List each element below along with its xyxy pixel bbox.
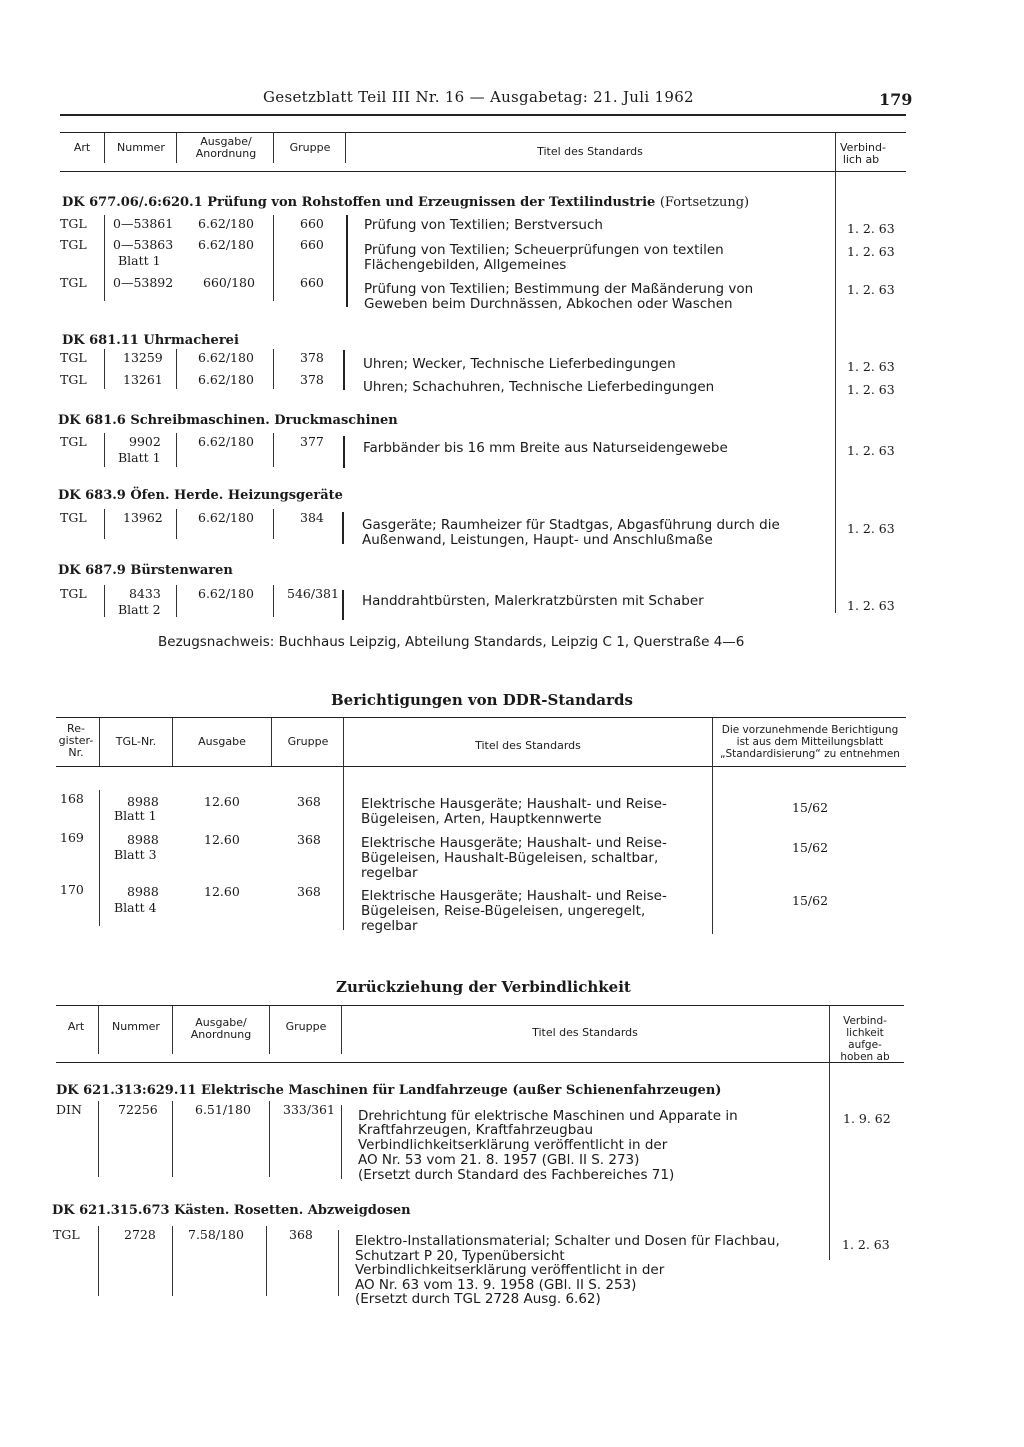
page-header: Gesetzblatt Teil III Nr. 16 — Ausgabetag: 21. Juli 1962 — [263, 88, 694, 106]
col-header-berichtigung: Die vorzunehmende Berichtigung ist aus dem Mitteilungsblatt „Standardisierung“ zu entnehmen — [720, 724, 900, 760]
row-nummer: 72256 — [118, 1102, 158, 1117]
cell-divider — [104, 433, 105, 467]
section-heading: DK 621.315.673 Kästen. Rosetten. Abzweigdosen — [52, 1203, 411, 1218]
row-titel: Uhren; Wecker, Technische Lieferbedingungen — [363, 356, 676, 372]
col-header-verbindlich: Verbind- lich ab — [840, 141, 886, 166]
col-divider — [104, 133, 105, 163]
row-art: TGL — [60, 434, 87, 449]
row-titel: Elektrische Hausgeräte; Haushalt- und Reise- — [361, 835, 667, 851]
row-berichtigung: 15/62 — [792, 840, 829, 855]
row-gruppe: 333/361 — [283, 1102, 335, 1117]
title-divider — [343, 436, 345, 468]
row-tgl: 8988 — [127, 832, 159, 847]
row-nummer: 0—53892 — [113, 275, 174, 290]
row-tgl: 8988 — [127, 794, 159, 809]
cell-divider — [98, 1101, 99, 1177]
title-divider — [346, 215, 348, 307]
col-header-register: Re- gister- Nr. — [58, 722, 94, 759]
row-ausgabe: 660/180 — [203, 275, 255, 290]
row-register: 168 — [60, 791, 84, 806]
row-verbindlich: 1. 2. 63 — [847, 598, 895, 613]
header-rule — [60, 114, 906, 116]
col-header-titel: Titel des Standards — [532, 1026, 638, 1039]
row-ausgabe: 12.60 — [204, 794, 240, 809]
bezugsnachweis: Bezugsnachweis: Buchhaus Leipzig, Abteilung Standards, Leipzig C 1, Querstraße 4—6 — [158, 634, 745, 650]
row-art: TGL — [53, 1227, 80, 1242]
cell-divider — [104, 215, 105, 301]
row-nummer: 13261 — [123, 372, 163, 387]
row-art: TGL — [60, 510, 87, 525]
cell-divider — [273, 585, 274, 617]
row-titel: Kraftfahrzeugen, Kraftfahrzeugbau — [358, 1122, 594, 1138]
row-nummer: 13962 — [123, 510, 163, 525]
cell-divider — [266, 1226, 267, 1296]
row-gruppe: 384 — [300, 510, 324, 525]
row-nummer: 8433 — [129, 586, 161, 601]
col-divider — [345, 133, 346, 163]
cell-divider — [98, 1226, 99, 1296]
table-top-rule — [56, 1005, 904, 1006]
row-gruppe: 368 — [289, 1227, 313, 1242]
title-divider — [338, 1230, 339, 1296]
title-divider — [342, 512, 344, 544]
row-titel: Uhren; Schachuhren, Technische Lieferbedingungen — [363, 379, 715, 395]
row-register: 170 — [60, 882, 84, 897]
row-gruppe: 378 — [300, 372, 324, 387]
row-gruppe: 660 — [300, 237, 324, 252]
cell-divider — [273, 215, 274, 301]
section-heading: DK 677.06/.6:620.1 Prüfung von Rohstoffen und Erzeugnissen der Textilindustrie (Fortsetzung) — [62, 195, 750, 210]
row-nummer: 0—53861 — [113, 216, 174, 231]
table-head-rule — [56, 766, 906, 767]
row-ausgabe: 12.60 — [204, 884, 240, 899]
col-header-art: Art — [67, 1020, 85, 1033]
col-divider — [269, 1006, 270, 1054]
row-titel: Außenwand, Leistungen, Haupt- und Anschlußmaße — [362, 532, 713, 548]
row-titel: Gasgeräte; Raumheizer für Stadtgas, Abgasführung durch die — [362, 517, 780, 533]
row-titel: Bügeleisen, Reise-Bügeleisen, ungeregelt, — [361, 903, 646, 919]
col-header-nummer: Nummer — [117, 141, 165, 154]
cell-divider — [172, 1226, 173, 1296]
row-nummer: 2728 — [124, 1227, 156, 1242]
col-divider — [99, 718, 100, 766]
cell-divider — [104, 349, 105, 389]
section-heading: DK 687.9 Bürstenwaren — [58, 563, 233, 578]
row-titel: Elektrische Hausgeräte; Haushalt- und Reise- — [361, 796, 667, 812]
row-aufgehoben: 1. 9. 62 — [843, 1111, 891, 1126]
zurueckziehung-title: Zurückziehung der Verbindlichkeit — [336, 978, 631, 996]
cell-divider — [104, 585, 105, 617]
row-titel: Schutzart P 20, Typenübersicht — [355, 1248, 565, 1264]
col-header-gruppe: Gruppe — [289, 141, 331, 154]
row-berichtigung: 15/62 — [792, 893, 829, 908]
col-header-gruppe: Gruppe — [285, 1020, 327, 1033]
row-art: TGL — [60, 350, 87, 365]
col-divider — [343, 718, 344, 930]
col-header-titel: Titel des Standards — [537, 145, 643, 158]
row-gruppe: 368 — [297, 832, 321, 847]
col-header-ausgabe: Ausgabe/ Anordnung — [195, 135, 257, 160]
row-titel: Bügeleisen, Haushalt-Bügeleisen, schaltbar, — [361, 850, 659, 866]
row-nummer-blatt: Blatt 1 — [118, 450, 161, 465]
col-header-nummer: Nummer — [112, 1020, 160, 1033]
title-divider — [341, 1105, 342, 1179]
row-titel: Elektrische Hausgeräte; Haushalt- und Reise- — [361, 888, 667, 904]
title-divider — [342, 590, 344, 620]
cell-divider — [176, 585, 177, 617]
row-tgl-blatt: Blatt 4 — [114, 900, 157, 915]
berichtigungen-title: Berichtigungen von DDR-Standards — [331, 691, 633, 709]
page-number: 179 — [879, 90, 913, 109]
row-gruppe: 368 — [297, 884, 321, 899]
cell-divider — [273, 349, 274, 389]
col-divider — [829, 1006, 830, 1260]
col-divider — [98, 1006, 99, 1054]
row-tgl-blatt: Blatt 1 — [114, 808, 157, 823]
row-titel: Prüfung von Textilien; Scheuerprüfungen von textilen — [364, 242, 724, 258]
cell-divider — [176, 433, 177, 467]
row-gruppe: 546/381 — [287, 586, 339, 601]
row-gruppe: 660 — [300, 275, 324, 290]
col-header-ausgabe: Ausgabe/ Anordnung — [190, 1016, 252, 1041]
row-register: 169 — [60, 830, 84, 845]
cell-divider — [273, 433, 274, 467]
row-ausgabe: 6.62/180 — [198, 372, 254, 387]
row-titel: Elektro-Installationsmaterial; Schalter und Dosen für Flachbau, — [355, 1233, 780, 1249]
col-divider — [172, 718, 173, 766]
row-titel: Verbindlichkeitserklärung veröffentlicht in der — [358, 1137, 668, 1153]
table-head-rule — [60, 171, 906, 172]
row-nummer-blatt: Blatt 1 — [118, 253, 161, 268]
col-divider — [835, 133, 836, 613]
row-art: TGL — [60, 586, 87, 601]
col-header-ausgabe: Ausgabe — [198, 735, 246, 748]
row-verbindlich: 1. 2. 63 — [847, 521, 895, 536]
cell-divider — [176, 509, 177, 539]
col-header-aufgehoben: Verbind- lichkeit aufge- hoben ab — [840, 1015, 890, 1063]
table-top-rule — [60, 132, 906, 133]
row-titel: Geweben beim Durchnässen, Abkochen oder Waschen — [364, 296, 733, 312]
row-art: TGL — [60, 275, 87, 290]
row-art: TGL — [60, 216, 87, 231]
row-gruppe: 660 — [300, 216, 324, 231]
row-nummer: 0—53863 — [113, 237, 174, 252]
row-aufgehoben: 1. 2. 63 — [842, 1237, 890, 1252]
row-titel: Handdrahtbürsten, Malerkratzbürsten mit Schaber — [362, 593, 704, 609]
row-tgl: 8988 — [127, 884, 159, 899]
section-heading: DK 681.6 Schreibmaschinen. Druckmaschinen — [58, 413, 398, 428]
row-verbindlich: 1. 2. 63 — [847, 282, 895, 297]
row-titel: Verbindlichkeitserklärung veröffentlicht in der — [355, 1262, 665, 1278]
cell-divider — [176, 349, 177, 389]
section-note: (Fortsetzung) — [659, 195, 750, 210]
title-divider — [343, 350, 345, 390]
cell-divider — [269, 1101, 270, 1177]
row-ausgabe: 6.62/180 — [198, 434, 254, 449]
table-head-rule — [56, 1062, 904, 1063]
row-berichtigung: 15/62 — [792, 800, 829, 815]
col-header-tgl: TGL-Nr. — [115, 735, 157, 748]
row-titel: AO Nr. 53 vom 21. 8. 1957 (GBl. II S. 273) — [358, 1152, 640, 1168]
cell-divider — [273, 509, 274, 539]
row-ausgabe: 7.58/180 — [188, 1227, 244, 1242]
col-header-art: Art — [73, 141, 91, 154]
row-ausgabe: 6.62/180 — [198, 216, 254, 231]
cell-divider — [104, 509, 105, 539]
row-art: DIN — [56, 1102, 82, 1117]
col-header-gruppe: Gruppe — [287, 735, 329, 748]
row-ausgabe: 12.60 — [204, 832, 240, 847]
row-ausgabe: 6.62/180 — [198, 510, 254, 525]
cell-divider — [99, 790, 100, 926]
section-heading: DK 683.9 Öfen. Herde. Heizungsgeräte — [58, 488, 343, 503]
row-titel: AO Nr. 63 vom 13. 9. 1958 (GBl. II S. 253) — [355, 1277, 637, 1293]
row-gruppe: 378 — [300, 350, 324, 365]
col-divider — [341, 1006, 342, 1054]
col-divider — [176, 133, 177, 163]
row-titel: regelbar — [361, 865, 418, 881]
row-nummer: 9902 — [129, 434, 161, 449]
row-verbindlich: 1. 2. 63 — [847, 221, 895, 236]
row-titel: (Ersetzt durch Standard des Fachbereiches 71) — [358, 1167, 675, 1183]
row-ausgabe: 6.62/180 — [198, 350, 254, 365]
row-tgl-blatt: Blatt 3 — [114, 847, 157, 862]
section-heading: DK 681.11 Uhrmacherei — [62, 333, 239, 348]
row-ausgabe: 6.62/180 — [198, 586, 254, 601]
row-titel: Prüfung von Textilien; Berstversuch — [364, 217, 603, 233]
table-top-rule — [56, 717, 906, 718]
row-gruppe: 377 — [300, 434, 324, 449]
col-divider — [273, 133, 274, 163]
row-verbindlich: 1. 2. 63 — [847, 244, 895, 259]
row-titel: (Ersetzt durch TGL 2728 Ausg. 6.62) — [355, 1291, 601, 1307]
col-header-titel: Titel des Standards — [475, 739, 581, 752]
col-divider — [172, 1006, 173, 1054]
row-gruppe: 368 — [297, 794, 321, 809]
row-ausgabe: 6.51/180 — [195, 1102, 251, 1117]
row-nummer-blatt: Blatt 2 — [118, 602, 161, 617]
cell-divider — [172, 1101, 173, 1177]
row-verbindlich: 1. 2. 63 — [847, 359, 895, 374]
col-divider — [271, 718, 272, 766]
row-nummer: 13259 — [123, 350, 163, 365]
row-titel: regelbar — [361, 918, 418, 934]
row-art: TGL — [60, 372, 87, 387]
row-verbindlich: 1. 2. 63 — [847, 443, 895, 458]
row-titel: Farbbänder bis 16 mm Breite aus Naturseidengewebe — [363, 440, 728, 456]
row-titel: Prüfung von Textilien; Bestimmung der Maßänderung von — [364, 281, 754, 297]
row-titel: Flächengebilden, Allgemeines — [364, 257, 567, 273]
section-heading: DK 621.313:629.11 Elektrische Maschinen für Landfahrzeuge (außer Schienenfahrzeugen) — [56, 1083, 722, 1098]
row-art: TGL — [60, 237, 87, 252]
row-verbindlich: 1. 2. 63 — [847, 382, 895, 397]
row-titel: Drehrichtung für elektrische Maschinen und Apparate in — [358, 1108, 738, 1124]
row-titel: Bügeleisen, Arten, Hauptkennwerte — [361, 811, 602, 827]
col-divider — [712, 718, 713, 934]
row-ausgabe: 6.62/180 — [198, 237, 254, 252]
